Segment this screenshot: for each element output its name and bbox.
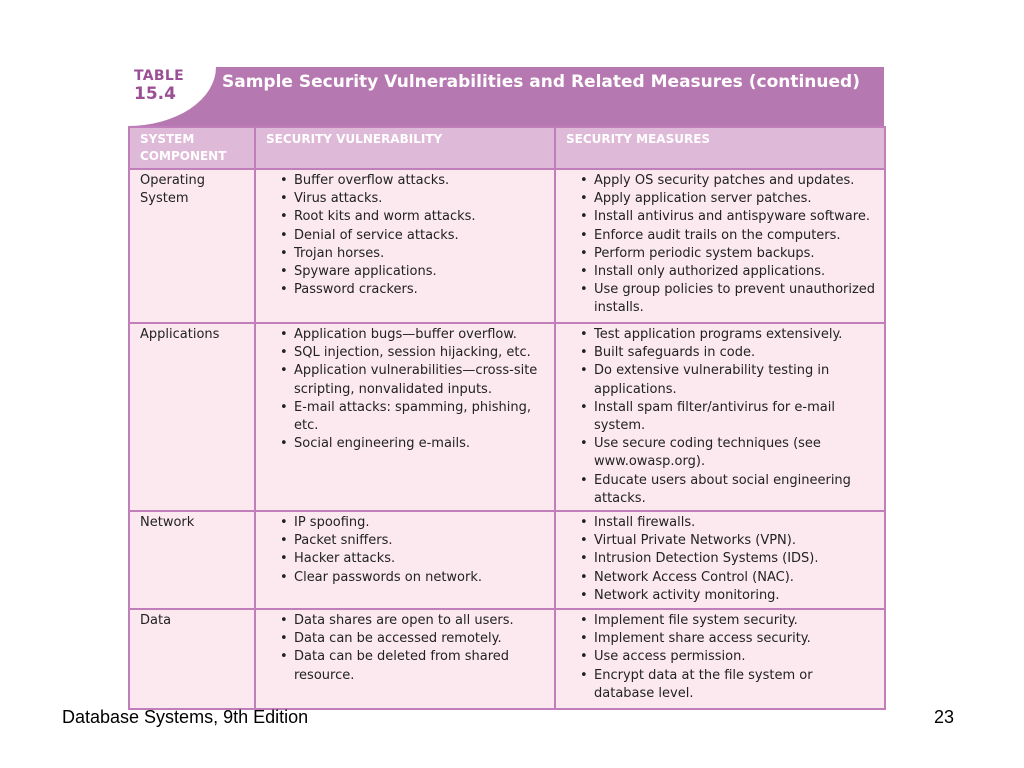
list-item: • Packet sniffers. <box>266 532 546 550</box>
vulnerabilities-cell <box>255 511 555 609</box>
vulnerabilities-cell <box>255 609 555 709</box>
list-item: • Use secure coding techniques (see www.owasp.org). <box>566 435 876 471</box>
list-item: • Virtual Private Networks (VPN). <box>566 532 876 550</box>
list-item: • Denial of service attacks. <box>266 227 546 245</box>
component-cell: Network <box>129 511 255 609</box>
list-item: • Trojan horses. <box>266 245 546 263</box>
list-item: • Implement share access security. <box>566 630 876 648</box>
list-item: • Enforce audit trails on the computers. <box>566 227 876 245</box>
list-item: • Buffer overflow attacks. <box>266 172 546 190</box>
list-item: • Perform periodic system backups. <box>566 245 876 263</box>
list-item: • Data shares are open to all users. <box>266 612 546 630</box>
security-table-figure <box>128 67 884 710</box>
list-item: • Use group policies to prevent unauthorized installs. <box>566 281 876 317</box>
list-item: • Application vulnerabilities—cross-site scripting, nonvalidated inputs. <box>266 362 546 398</box>
footer-page-number: 23 <box>933 707 954 727</box>
table-row-data <box>129 609 885 709</box>
footer-book-title: Database Systems, 9th Edition <box>62 707 309 727</box>
table-row-network <box>129 511 885 609</box>
measure-list <box>566 514 876 605</box>
list-item: • Password crackers. <box>266 281 546 299</box>
list-item: • Social engineering e-mails. <box>266 435 546 453</box>
table-label <box>134 69 184 103</box>
table-header-row <box>129 127 885 169</box>
vulnerability-list <box>266 172 546 299</box>
list-item: • Network Access Control (NAC). <box>566 569 876 587</box>
list-item: • Data can be accessed remotely. <box>266 630 546 648</box>
list-item: • Application bugs—buffer overflow. <box>266 326 546 344</box>
measures-cell <box>555 169 885 323</box>
list-item: • Network activity monitoring. <box>566 587 876 605</box>
component-cell: Data <box>129 609 255 709</box>
security-table <box>128 126 886 710</box>
measures-cell <box>555 511 885 609</box>
list-item: • Install antivirus and antispyware software. <box>566 208 876 226</box>
list-item: • Use access permission. <box>566 648 876 666</box>
list-item: • E-mail attacks: spamming, phishing, etc. <box>266 399 546 435</box>
table-label-word: TABLE <box>134 68 184 84</box>
table-label-tab <box>128 67 216 126</box>
table-title: Sample Security Vulnerabilities and Related Measures (continued) <box>222 72 860 92</box>
header-system-component: SYSTEM COMPONENT <box>129 127 255 169</box>
measure-list <box>566 172 876 318</box>
list-item: • Educate users about social engineering attacks. <box>566 472 876 508</box>
list-item: • Data can be deleted from shared resource. <box>266 648 546 684</box>
list-item: • Apply OS security patches and updates. <box>566 172 876 190</box>
list-item: • Intrusion Detection Systems (IDS). <box>566 550 876 568</box>
list-item: • Install spam filter/antivirus for e-mail system. <box>566 399 876 435</box>
list-item: • SQL injection, session hijacking, etc. <box>266 344 546 362</box>
list-item: • Install only authorized applications. <box>566 263 876 281</box>
table-title-bar <box>128 67 884 126</box>
list-item: • IP spoofing. <box>266 514 546 532</box>
component-cell: Operating System <box>129 169 255 323</box>
measure-list <box>566 612 876 703</box>
list-item: • Encrypt data at the file system or database level. <box>566 667 876 703</box>
table-row-operating-system <box>129 169 885 323</box>
measure-list <box>566 326 876 508</box>
header-security-vulnerability: SECURITY VULNERABILITY <box>255 127 555 169</box>
list-item: • Built safeguards in code. <box>566 344 876 362</box>
vulnerabilities-cell <box>255 323 555 511</box>
list-item: • Implement file system security. <box>566 612 876 630</box>
table-label-number: 15.4 <box>134 84 176 104</box>
vulnerability-list <box>266 326 546 453</box>
list-item: • Clear passwords on network. <box>266 569 546 587</box>
vulnerabilities-cell <box>255 169 555 323</box>
list-item: • Virus attacks. <box>266 190 546 208</box>
measures-cell <box>555 609 885 709</box>
component-cell: Applications <box>129 323 255 511</box>
list-item: • Apply application server patches. <box>566 190 876 208</box>
list-item: • Spyware applications. <box>266 263 546 281</box>
list-item: • Install firewalls. <box>566 514 876 532</box>
list-item: • Do extensive vulnerability testing in applications. <box>566 362 876 398</box>
list-item: • Test application programs extensively. <box>566 326 876 344</box>
vulnerability-list <box>266 514 546 587</box>
table-row-applications <box>129 323 885 511</box>
list-item: • Hacker attacks. <box>266 550 546 568</box>
header-security-measures: SECURITY MEASURES <box>555 127 885 169</box>
list-item: • Root kits and worm attacks. <box>266 208 546 226</box>
measures-cell <box>555 323 885 511</box>
vulnerability-list <box>266 612 546 685</box>
